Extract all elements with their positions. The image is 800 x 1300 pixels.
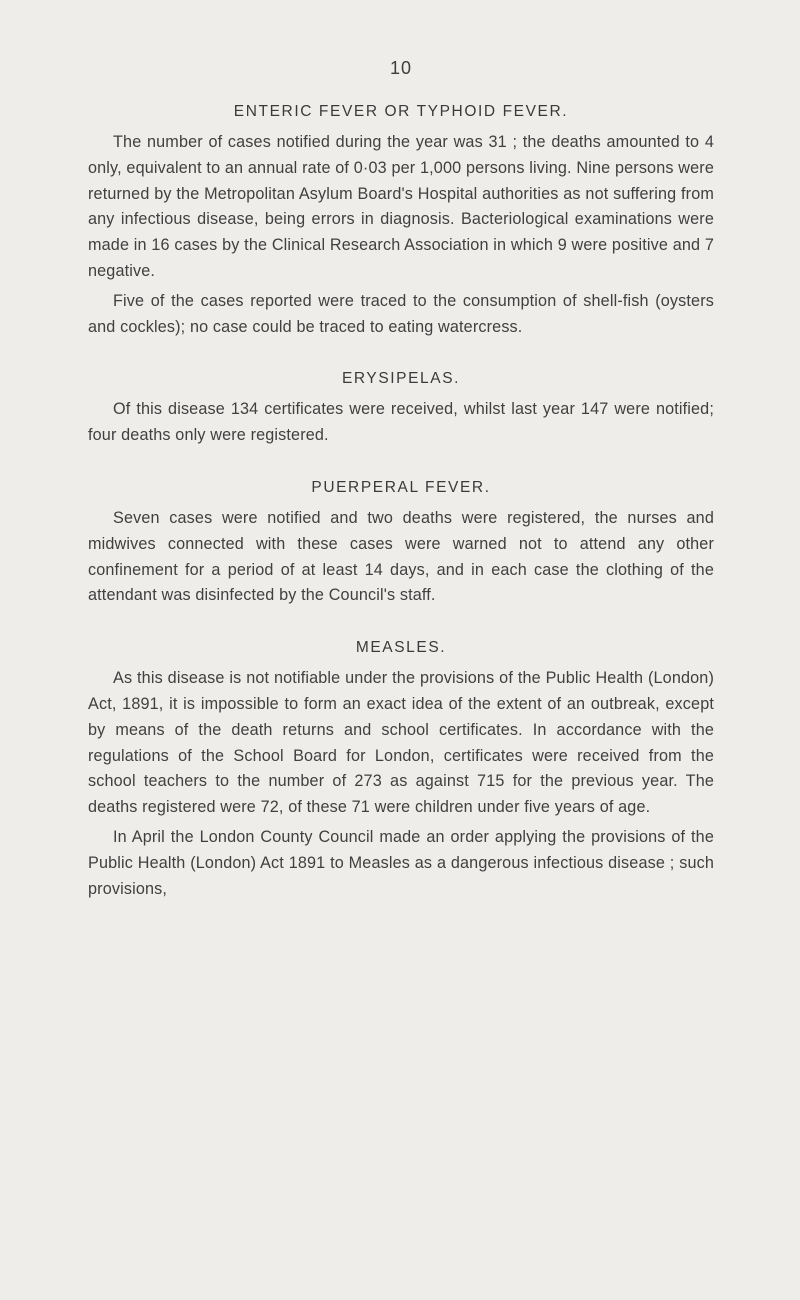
paragraph: In April the London County Council made an order applying the provisions of the Public Health (London) Act 1891 to Measles as a dangerous infectious disease ; such provisions, — [88, 827, 714, 898]
section-measles — [88, 639, 714, 902]
paragraph: As this disease is not notifiable under the provisions of the Public Health (London) Act, 1891, it is impossible to form an exact idea of the extent of an outbreak, except by means of the death returns and school certificates. In accordance with the regulations of the School Board for London, certificates were received from the school teachers to the number of 273 as against 715 for the previous year. The deaths registered were 72, of these 71 were children under five years of age. — [88, 669, 714, 817]
paragraph: Seven cases were notified and two deaths were registered, the nurses and midwives connected with these cases were warned not to attend any other confinement for a period of at least 14 days, and in each case the clothing of the attendant was disinfected by the Council's staff. — [88, 508, 714, 605]
paragraph: The number of cases notified during the year was 31 ; the deaths amounted to 4 only, equivalent to an annual rate of 0·03 per 1,000 persons living. Nine persons were returned by the Metropolitan Asylum Board's Hospital authorities as not suffering from any infectious disease, being errors in diagnosis. Bacteriological examinations were made in 16 cases by the Clinical Research Association in which 9 were positive and 7 negative. — [88, 133, 714, 280]
page-number: 10 — [389, 58, 413, 78]
section-erysipelas — [88, 370, 714, 449]
section-heading: ENTERIC FEVER OR TYPHOID FEVER. — [233, 103, 569, 120]
section-heading: MEASLES. — [355, 639, 447, 657]
paragraph: Of this disease 134 certificates were received, whilst last year 147 were notified; four deaths only were registered. — [88, 400, 714, 445]
section-heading: PUERPERAL FEVER. — [311, 478, 491, 496]
section-enteric-fever — [88, 103, 714, 340]
document-page — [88, 58, 714, 924]
section-heading: ERYSIPELAS. — [341, 370, 461, 388]
section-puerperal-fever — [88, 479, 714, 609]
paragraph: Five of the cases reported were traced to the consumption of shell-fish (oysters and cockles); no case could be traced to eating watercress. — [88, 291, 714, 336]
